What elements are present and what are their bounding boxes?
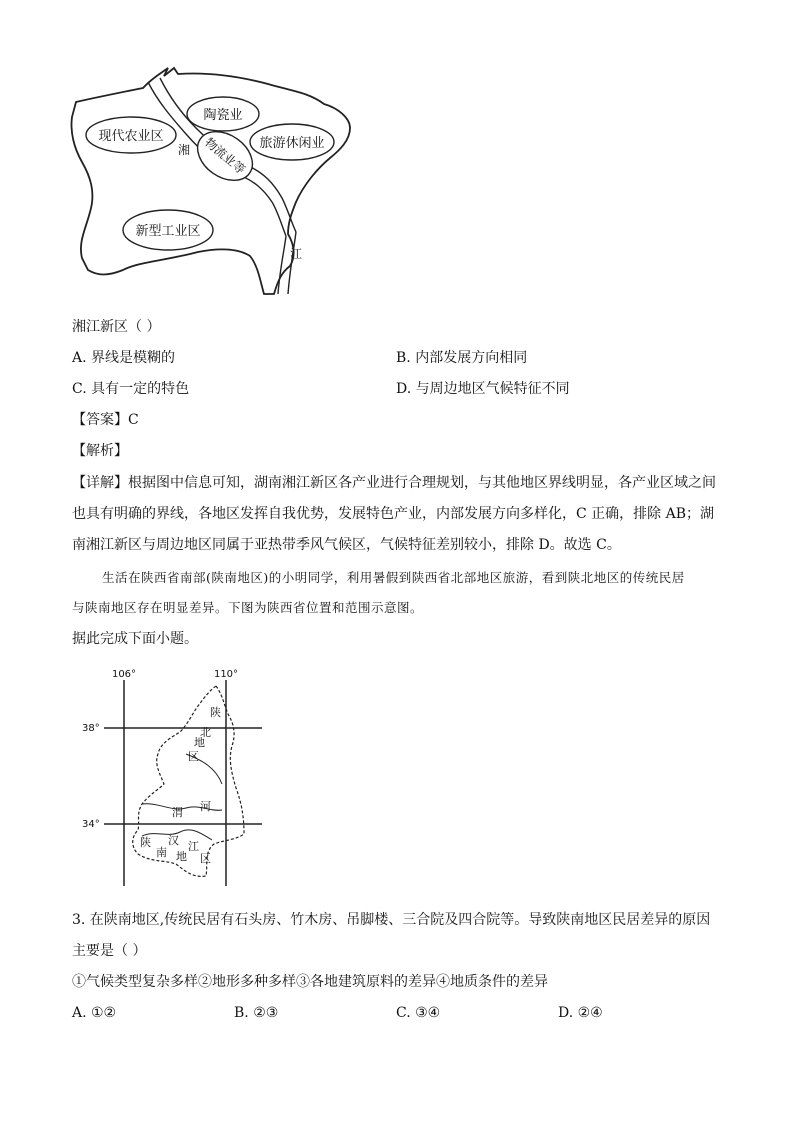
lon-106-label: 106° [111,669,137,680]
shaanxi-map [76,664,276,894]
detail-line-1 [72,474,716,492]
han-label: 汉 [168,834,179,847]
qu-label-2: 区 [200,852,211,865]
jiang-label: 江 [290,247,303,261]
passage-line-2: 与陕南地区存在明显差异。下图为陕西省位置和范围示意图。 [72,600,424,615]
detail-text-1: 根据图中信息可知，湖南湘江新区各产业进行合理规划，与其他地区界线明显，各产业区域之间 [128,475,716,491]
lon-110-label: 110° [213,669,239,680]
nan-label: 南 [156,846,167,859]
he-label: 河 [200,800,211,813]
q3-line-2: 主要是（ ） [72,943,147,959]
wei-label: 渭 [172,806,183,819]
di-label-1: 地 [194,736,205,749]
answer-value: C [128,412,139,428]
q3-option-c: C. ③④ [396,1005,441,1021]
logistics-label: 物流业等 [202,135,248,177]
qu-label-1: 区 [188,750,199,763]
lat-38-label: 38° [82,723,100,734]
detail-line-2: 也具有明确的界线，各地区发挥自我优势，发展特色产业，内部发展方向多样化，C 正确，排除 AB；湖 [72,506,715,522]
question-stem: 湘江新区（ ） [72,319,161,335]
passage-line-1: 生活在陕西省南部(陕南地区)的小明同学，利用暑假到陕西省北部地区旅游，看到陕北地区的传统民居 [102,570,685,585]
option-d: D. 与周边地区气候特征不同 [396,381,570,397]
xiangjiang-map [68,62,368,302]
industry-label: 新型工业区 [135,224,201,239]
detail-line-3: 南湘江新区与周边地区同属于亚热带季风气候区，气候特征差别较小，排除 D。故选 C。 [72,537,621,553]
option-a: A. 界线是模糊的 [72,350,176,366]
analysis-tag: 【解析】 [72,443,128,459]
jiang-river-lower [278,232,296,294]
xiang-label: 湘 [178,143,191,157]
lat-34-label: 34° [82,819,100,830]
ceramics-label: 陶瓷业 [203,108,243,123]
option-c: C. 具有一定的特色 [72,381,190,397]
q3-factors: ①气候类型复杂多样②地形多种多样③各地建筑原料的差异④地质条件的差异 [72,974,548,990]
di-label-2: 地 [176,850,187,863]
answer-line [72,411,139,429]
bei-label: 北 [200,726,211,739]
shan-label: 陕 [210,706,221,719]
q3-option-b: B. ②③ [234,1005,279,1021]
tourism-label: 旅游休闲业 [259,136,325,151]
option-b: B. 内部发展方向相同 [396,350,528,366]
instruction: 据此完成下面小题。 [72,631,198,647]
q3-option-a: A. ①② [72,1005,117,1021]
agri-label: 现代农业区 [98,129,164,144]
q3-line-1: 3. 在陕南地区,传统民居有石头房、竹木房、吊脚楼、三合院及四合院等。导致陕南地区民居差异的原因 [72,912,711,928]
detail-tag: 【详解】 [72,475,128,491]
shan2-label: 陕 [140,836,151,849]
q3-option-d: D. ②④ [558,1005,603,1021]
jiang-label-2: 江 [188,840,199,853]
answer-tag: 【答案】 [72,412,128,428]
